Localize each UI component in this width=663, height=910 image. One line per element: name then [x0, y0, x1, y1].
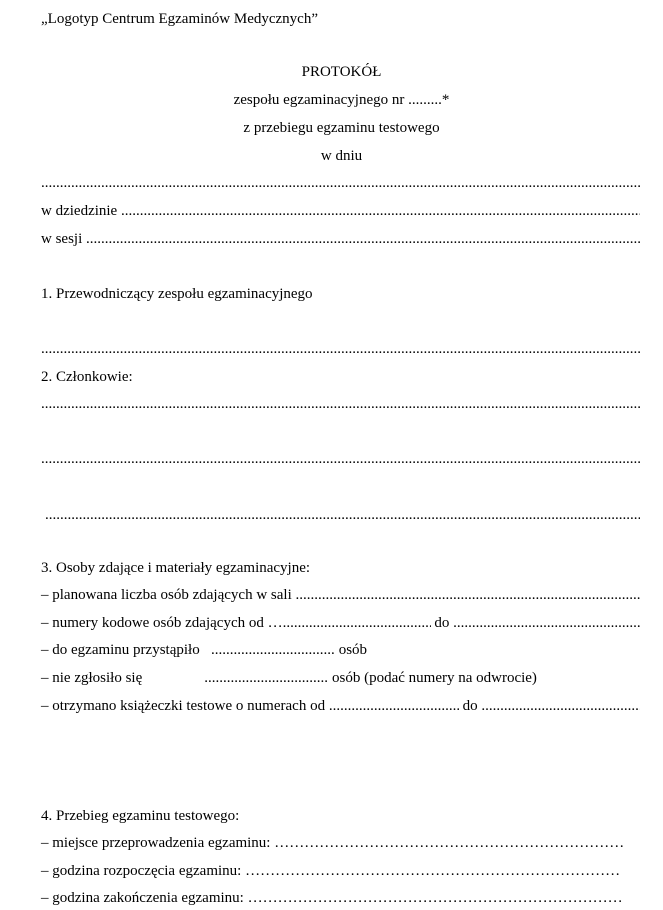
section2-heading: 2. Członkowie:: [41, 369, 133, 385]
date-field[interactable]: [41, 174, 640, 192]
attended-unit: osób: [338, 642, 368, 658]
booklets-to-field[interactable]: [481, 697, 640, 715]
member-field-3[interactable]: [45, 506, 640, 524]
code-numbers-to-field[interactable]: [453, 614, 640, 632]
start-time-label: – godzina rozpoczęcia egzaminu:: [41, 863, 242, 879]
absent-unit: osób (podać numery na odwrocie): [332, 670, 537, 686]
sesja-label: w sesji: [41, 231, 83, 247]
team-number-field[interactable]: .........: [408, 92, 442, 108]
attended-label: – do egzaminu przystąpiło: [41, 642, 200, 658]
member-field-2[interactable]: [41, 450, 640, 468]
booklets-row: [41, 697, 640, 715]
field-dziedzina-row: [41, 202, 640, 220]
member-field-1[interactable]: [41, 395, 640, 413]
exam-location-label: – miejsce przeprowadzenia egzaminu:: [41, 835, 271, 851]
code-numbers-from-field[interactable]: [283, 614, 431, 632]
code-numbers-lead: …: [267, 615, 283, 631]
document-title: PROTOKÓŁ: [301, 64, 382, 80]
date-label: w dniu: [320, 148, 363, 164]
code-numbers-row: [41, 614, 640, 632]
code-numbers-to-label: do: [434, 615, 450, 631]
attended-field[interactable]: [211, 641, 335, 659]
section4-heading: 4. Przebieg egzaminu testowego:: [41, 808, 240, 824]
footnote-asterisk: *: [441, 92, 450, 108]
dziedzina-label: w dziedzinie: [41, 203, 118, 219]
start-time-row: [41, 862, 619, 880]
attended-row: [41, 641, 367, 659]
team-number-line: [0, 91, 663, 109]
chairman-field[interactable]: [41, 340, 640, 358]
absent-field[interactable]: [204, 669, 328, 687]
planned-count-row: [41, 586, 640, 604]
exam-location-field[interactable]: [274, 834, 624, 852]
team-number-label: zespołu egzaminacyjnego nr: [233, 92, 405, 108]
sesja-field[interactable]: [86, 230, 640, 248]
field-sesja-row: [41, 230, 640, 248]
absent-label: – nie zgłosiło się: [41, 670, 143, 686]
subtitle-exam: z przebiegu egzaminu testowego: [243, 120, 440, 136]
booklets-from-field[interactable]: [329, 697, 459, 715]
booklets-label: – otrzymano książeczki testowe o numerach od: [41, 698, 326, 714]
absent-row: [41, 669, 537, 687]
planned-count-label: – planowana liczba osób zdających w sali: [41, 587, 292, 603]
booklets-to-label: do: [462, 698, 478, 714]
section3-heading: 3. Osoby zdające i materiały egzaminacyjne:: [41, 560, 311, 576]
section1-heading: 1. Przewodniczący zespołu egzaminacyjnego: [41, 286, 313, 302]
code-numbers-label: – numery kodowe osób zdających od: [41, 615, 264, 631]
planned-count-field[interactable]: [296, 586, 641, 604]
end-time-field[interactable]: [248, 889, 622, 907]
start-time-field[interactable]: [245, 862, 619, 880]
end-time-row: [41, 889, 622, 907]
exam-location-row: [41, 834, 624, 852]
dziedzina-field[interactable]: [121, 202, 640, 220]
end-time-label: – godzina zakończenia egzaminu:: [41, 890, 244, 906]
logo-placeholder: „Logotyp Centrum Egzaminów Medycznych”: [41, 11, 319, 27]
